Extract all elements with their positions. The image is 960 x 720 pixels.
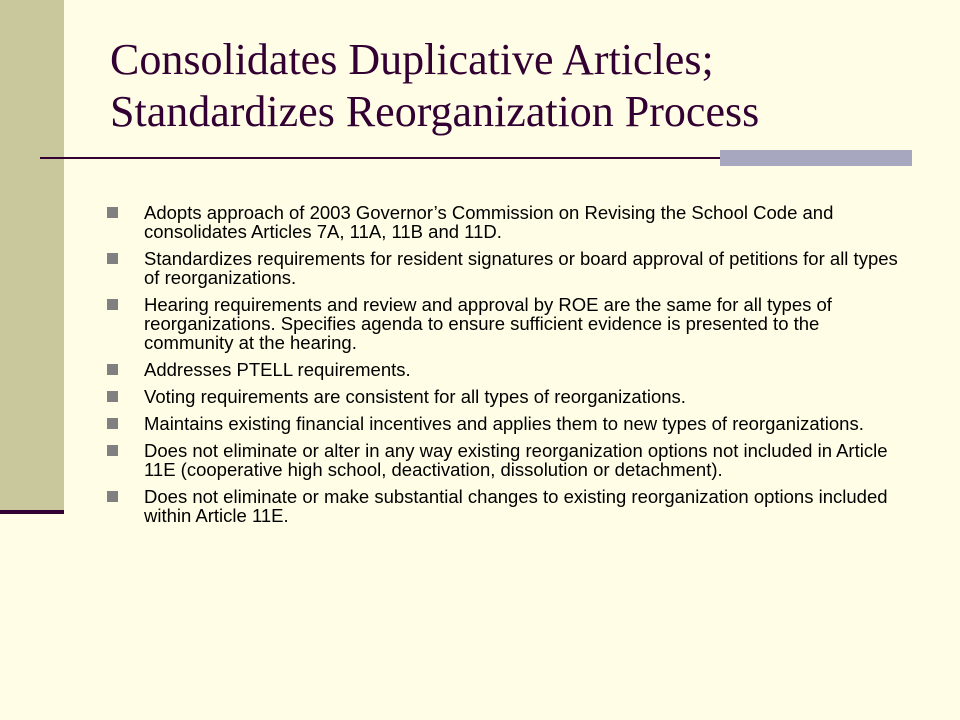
bullet-item (106, 487, 906, 525)
square-bullet-icon (107, 364, 118, 375)
bullet-text: Does not eliminate or make substantial changes to existing reorganization options included within Article 11E. (144, 486, 888, 526)
bullet-item (106, 360, 906, 379)
bullet-text: Maintains existing financial incentives and applies them to new types of reorganizations. (144, 413, 864, 434)
bullet-item (106, 387, 906, 406)
bullet-text: Addresses PTELL requirements. (144, 359, 411, 380)
side-decor-rule (0, 510, 64, 514)
title-accent-bar (720, 150, 912, 166)
square-bullet-icon (107, 391, 118, 402)
square-bullet-icon (107, 253, 118, 264)
bullet-text: Voting requirements are consistent for all types of reorganizations. (144, 386, 686, 407)
square-bullet-icon (107, 445, 118, 456)
slide-title (110, 34, 930, 138)
bullet-text: Does not eliminate or alter in any way existing reorganization options not included in Article 11E (cooperative high school, deactivation, dissolution or detachment). (144, 440, 888, 480)
side-decor-bar (0, 0, 64, 512)
bullet-item (106, 295, 906, 352)
bullet-text: Standardizes requirements for resident signatures or board approval of petitions for all types of reorganizations. (144, 248, 898, 288)
bullet-item (106, 203, 906, 241)
bullet-list (106, 203, 906, 533)
bullet-item (106, 441, 906, 479)
square-bullet-icon (107, 299, 118, 310)
slide-title-line-2: Standardizes Reorganization Process (110, 87, 760, 136)
square-bullet-icon (107, 207, 118, 218)
slide-title-line-1: Consolidates Duplicative Articles; (110, 35, 714, 84)
bullet-text: Hearing requirements and review and approval by ROE are the same for all types of reorganizations. Specifies agenda to ensure sufficient evidence is presented to the community at the hearing. (144, 294, 832, 353)
bullet-text: Adopts approach of 2003 Governor’s Commission on Revising the School Code and consolidates Articles 7A, 11A, 11B and 11D. (144, 202, 834, 242)
bullet-item (106, 249, 906, 287)
square-bullet-icon (107, 491, 118, 502)
bullet-item (106, 414, 906, 433)
square-bullet-icon (107, 418, 118, 429)
